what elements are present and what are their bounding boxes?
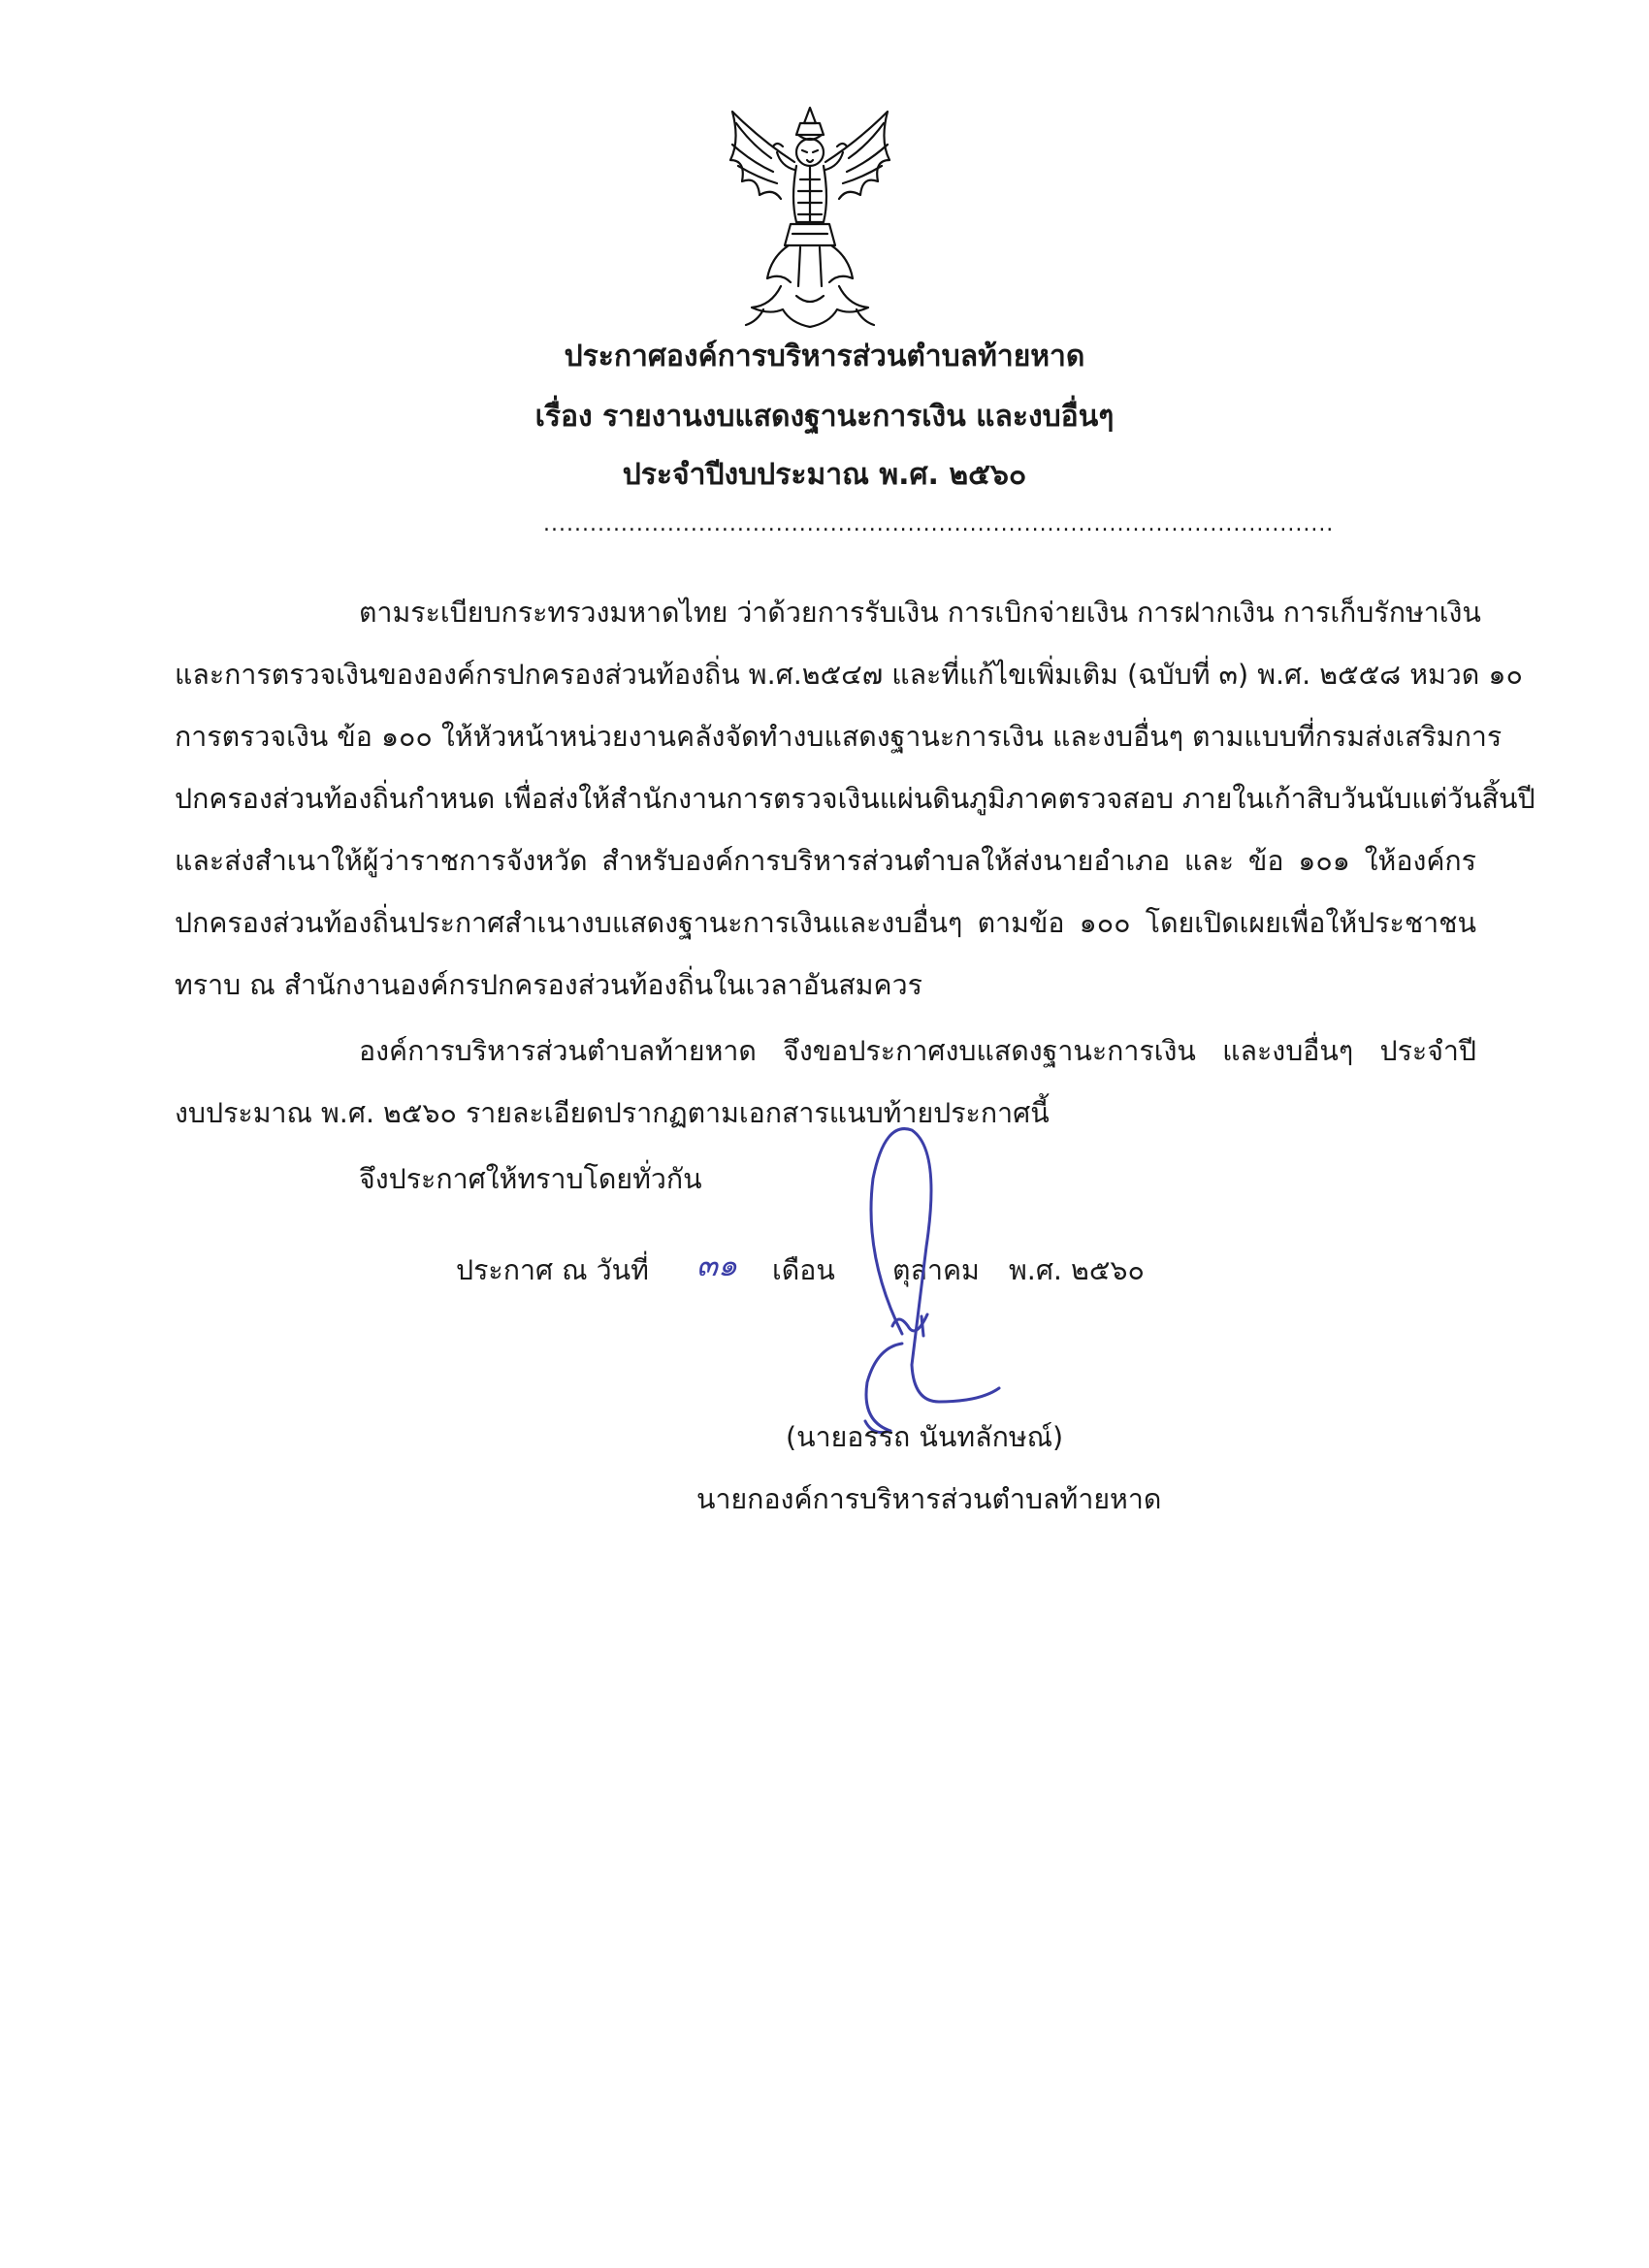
separator-dots: ...................................................................................................... xyxy=(543,512,1335,536)
para1-line: ปกครองส่วนท้องถิ่นกำหนด เพื่อส่งให้สำนักงานการตรวจเงินแผ่นดินภูมิภาคตรวจสอบ ภายในเก้าสิบวันนับแต่วันสิ้นปี xyxy=(175,783,1536,815)
signatory-name: (นายอรรถ นันทลักษณ์) xyxy=(786,1421,1064,1453)
para2-line: องค์การบริหารส่วนตำบลท้ายหาด จึงขอประกาศงบแสดงฐานะการเงิน และงบอื่นๆ ประจำปี xyxy=(359,1035,1476,1067)
para1-line: ทราบ ณ สำนักงานองค์กรปกครองส่วนท้องถิ่นในเวลาอันสมควร xyxy=(175,969,922,1001)
fiscal-year-line: ประจำปีงบประมาณ พ.ศ. ๒๕๖๐ xyxy=(622,458,1027,492)
signature-icon xyxy=(834,1111,1067,1460)
date-year: พ.ศ. ๒๕๖๐ xyxy=(1009,1254,1145,1286)
para1-line: และการตรวจเงินขององค์กรปกครองส่วนท้องถิ่น พ.ศ.๒๕๔๗ และที่แก้ไขเพิ่มเติม (ฉบับที่ ๓) พ.ศ. ๒๕๕๘ หมวด ๑๐ xyxy=(175,659,1523,691)
para1-line: และส่งสำเนาให้ผู้ว่าราชการจังหวัด สำหรับองค์การบริหารส่วนตำบลให้ส่งนายอำเภอ และ ข้อ ๑๐๑ ให้องค์กร xyxy=(175,845,1476,877)
para2-line: งบประมาณ พ.ศ. ๒๕๖๐ รายละเอียดปรากฏตามเอกสารแนบท้ายประกาศนี้ xyxy=(175,1097,1050,1129)
date-day-handwritten: ๓๑ xyxy=(696,1247,738,1283)
closing-line: จึงประกาศให้ทราบโดยทั่วกัน xyxy=(359,1163,702,1195)
para1-line: ปกครองส่วนท้องถิ่นประกาศสำเนางบแสดงฐานะการเงินและงบอื่นๆ ตามข้อ ๑๐๐ โดยเปิดเผยเพื่อให้ประชาชน xyxy=(175,907,1476,939)
garuda-emblem-icon xyxy=(713,102,907,335)
announcement-title: ประกาศองค์การบริหารส่วนตำบลท้ายหาด xyxy=(564,340,1085,373)
date-month-label: เดือน xyxy=(772,1254,835,1286)
para1-line: การตรวจเงิน ข้อ ๑๐๐ ให้หัวหน้าหน่วยงานคลังจัดทำงบแสดงฐานะการเงิน และงบอื่นๆ ตามแบบที่กรมส่งเสริมการ xyxy=(175,721,1503,753)
date-month: ตุลาคม xyxy=(892,1254,980,1286)
para1-line: ตามระเบียบกระทรวงมหาดไทย ว่าด้วยการรับเงิน การเบิกจ่ายเงิน การฝากเงิน การเก็บรักษาเงิน xyxy=(359,597,1481,629)
signatory-position: นายกองค์การบริหารส่วนตำบลท้ายหาด xyxy=(696,1483,1162,1515)
date-prefix: ประกาศ ณ วันที่ xyxy=(456,1254,649,1286)
announcement-subject: เรื่อง รายงานงบแสดงฐานะการเงิน และงบอื่นๆ xyxy=(534,400,1115,434)
